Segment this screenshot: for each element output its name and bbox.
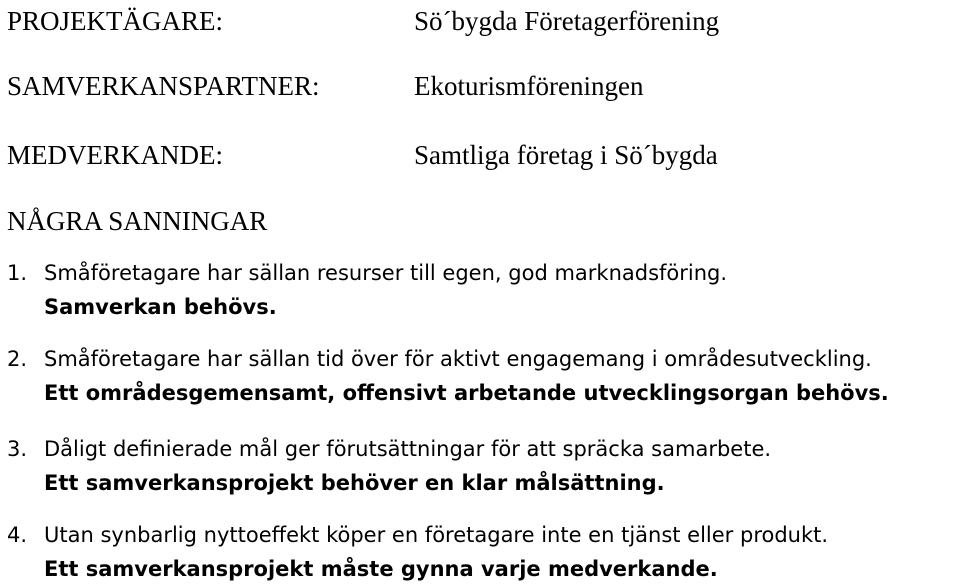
project-owner-label: PROJEKTÄGARE: <box>7 6 224 36</box>
partner-label: SAMVERKANSPARTNER: <box>7 71 320 101</box>
participants-value: Samtliga företag i Sö´bygda <box>414 140 718 170</box>
item-number: 2. <box>7 347 28 371</box>
item-number: 1. <box>7 261 28 285</box>
item-number: 3. <box>7 437 28 461</box>
item-text: Dåligt definierade mål ger förutsättningar för att spräcka samarbete. <box>44 437 772 461</box>
participants-label: MEDVERKANDE: <box>7 140 223 170</box>
item-conclusion: Samverkan behövs. <box>44 295 277 319</box>
section-title: NÅGRA SANNINGAR <box>7 206 268 236</box>
item-text: Utan synbarlig nyttoeffekt köper en företagare inte en tjänst eller produkt. <box>44 523 829 547</box>
partner-value: Ekoturismföreningen <box>414 71 644 101</box>
item-text: Småföretagare har sällan tid över för aktivt engagemang i områdesutveckling. <box>44 347 872 371</box>
item-conclusion: Ett områdesgemensamt, offensivt arbetande utvecklingsorgan behövs. <box>44 381 889 405</box>
item-number: 4. <box>7 523 28 547</box>
item-text: Småföretagare har sällan resurser till egen, god marknadsföring. <box>44 261 728 285</box>
project-owner-value: Sö´bygda Företagerförening <box>414 6 720 36</box>
item-conclusion: Ett samverkansprojekt behöver en klar målsättning. <box>44 471 665 495</box>
item-conclusion: Ett samverkansprojekt måste gynna varje medverkande. <box>44 557 718 581</box>
